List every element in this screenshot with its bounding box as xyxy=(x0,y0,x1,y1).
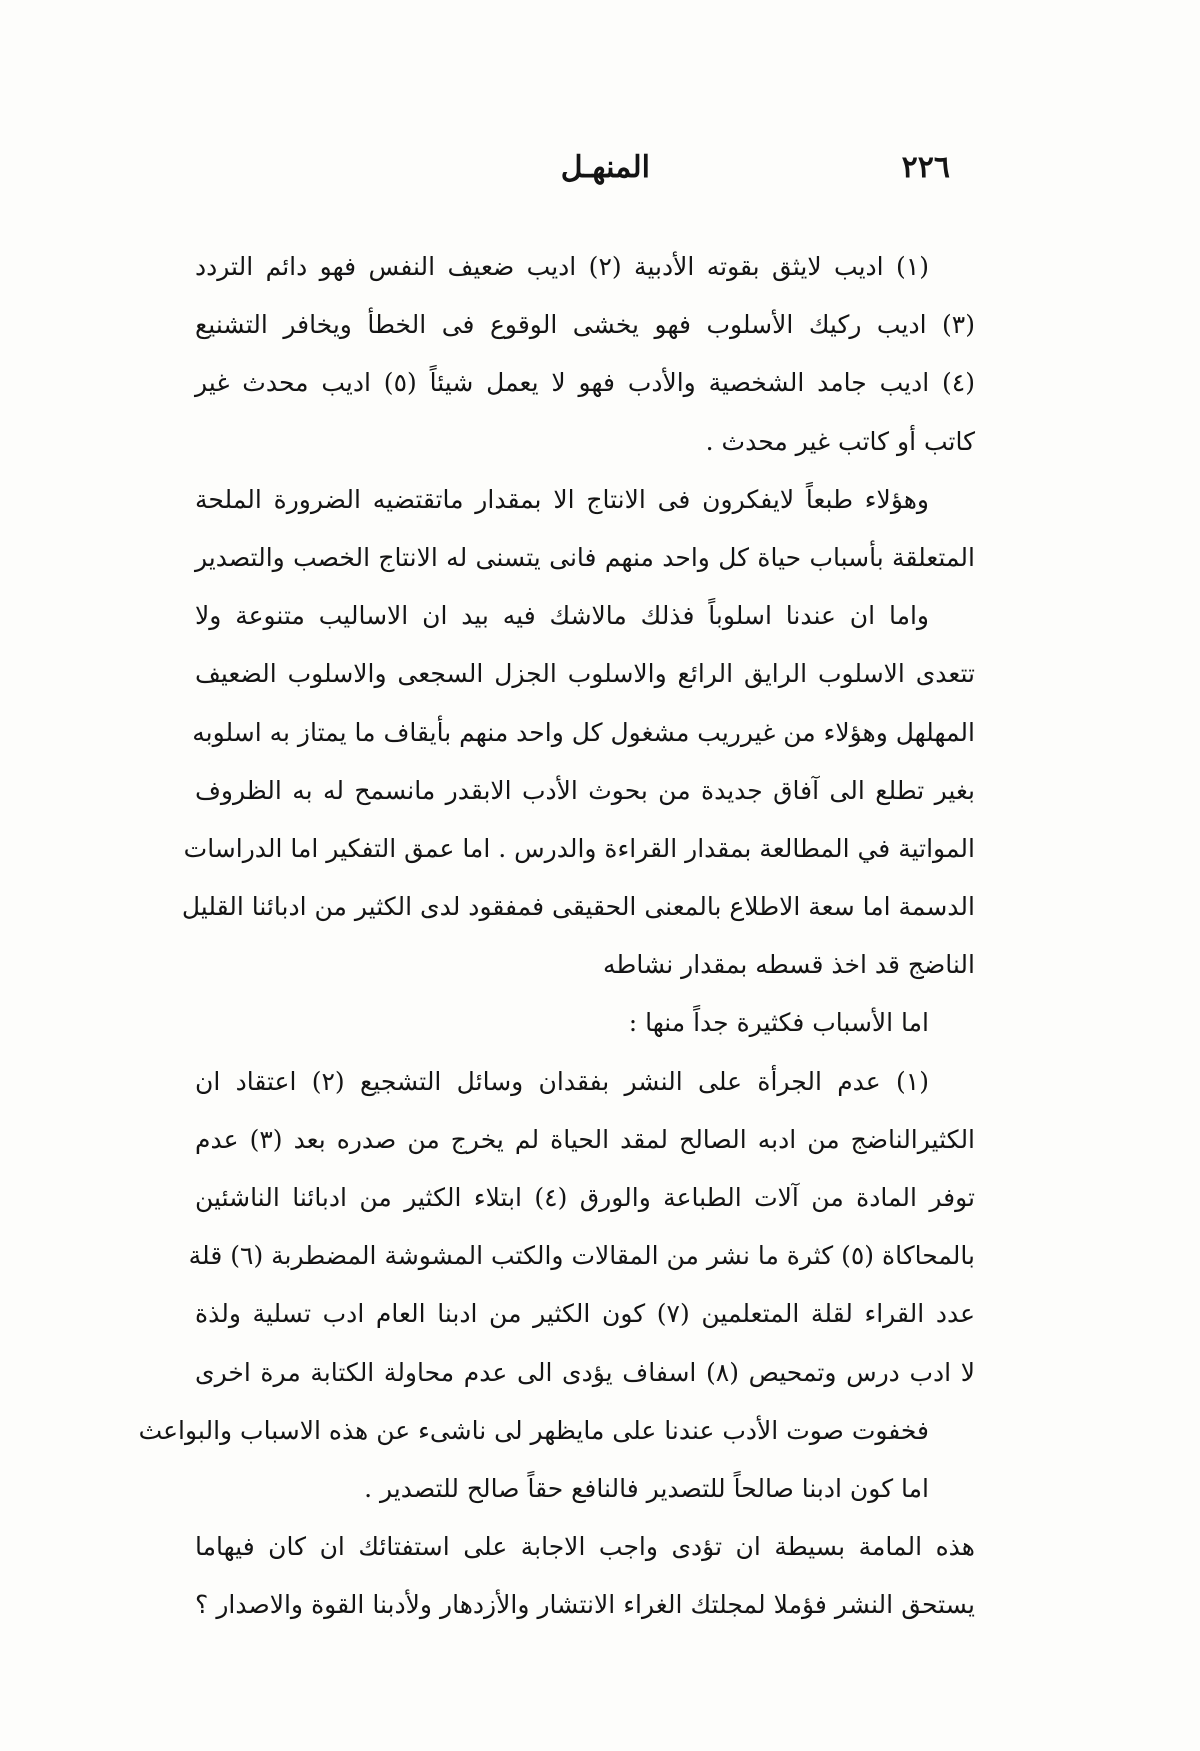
text-line: عدد القراء لقلة المتعلمين (٧) كون الكثير من ادبنا العام ادب تسلية ولذة xyxy=(195,1299,975,1329)
text-line: هذه المامة بسيطة ان تؤدى واجب الاجابة على استفتائك ان كان فيهاما xyxy=(195,1532,975,1562)
text-line: الكثيرالناضج من ادبه الصالح لمقد الحياة لم يخرج من صدره بعد (٣) عدم xyxy=(195,1124,976,1154)
text-line: لا ادب درس وتمحيص (٨) اسفاف يؤدى الى عدم محاولة الكتابة مرة اخرى xyxy=(195,1357,975,1387)
text-line: (٣) اديب ركيك الأسلوب فهو يخشى الوقوع فى الخطأ ويخافر التشنيع xyxy=(195,310,975,340)
text-line: الناضج قد اخذ قسطه بمقدار نشاطه xyxy=(603,950,975,980)
text-line: (١) اديب لايثق بقوته الأدبية (٢) اديب ضعيف النفس فهو دائم التردد xyxy=(195,252,930,281)
text-line: وهؤلاء طبعاً لايفكرون فى الانتاج الا بمقدار ماتقتضيه الضرورة الملحة xyxy=(195,484,929,514)
text-line: (١) عدم الجرأة على النشر بفقدان وسائل التشجيع (٢) اعتقاد ان xyxy=(195,1066,929,1096)
text-line: بغير تطلع الى آفاق جديدة من بحوث الأدب الابقدر مانسمح له به الظروف xyxy=(195,775,975,805)
text-line: اما الأسباب فكثيرة جداً منها : xyxy=(628,1008,929,1038)
page-number: ٢٢٦ xyxy=(901,150,950,185)
text-line: يستحق النشر فؤملا لمجلتك الغراء الانتشار والأزدهار ولأدبنا القوة والاصدار ؟ xyxy=(195,1590,975,1620)
body-text xyxy=(138,238,976,1635)
text-line: (٤) اديب جامد الشخصية والأدب فهو لا يعمل شيئاً (٥) اديب محدث غير xyxy=(195,368,975,398)
text-line: فخفوت صوت الأدب عندنا على مايظهر لى ناشىء عن هذه الاسباب والبواعث xyxy=(138,1415,929,1445)
text-line: بالمحاكاة (٥) كثرة ما نشر من المقالات والكتب المشوشة المضطربة (٦) قلة xyxy=(188,1241,975,1271)
text-line: كاتب أو كاتب غير محدث . xyxy=(705,426,975,456)
text-line: المواتية في المطالعة بمقدار القراءة والدرس . اما عمق التفكير اما الدراسات xyxy=(183,833,975,863)
text-line: الدسمة اما سعة الاطلاع بالمعنى الحقيقى فمفقود لدى الكثير من ادبائنا القليل xyxy=(181,892,975,922)
text-line: تتعدى الاسلوب الرايق الرائع والاسلوب الجزل السجعى والاسلوب الضعيف xyxy=(195,659,975,689)
text-line: المتعلقة بأسباب حياة كل واحد منهم فانى يتسنى له الانتاج الخصب والتصدير xyxy=(195,542,975,572)
text-line: المهلهل وهؤلاء من غيرريب مشغول كل واحد منهم بأيقاف ما يمتاز به اسلوبه xyxy=(192,717,975,747)
page-header xyxy=(200,150,970,200)
text-line: توفر المادة من آلات الطباعة والورق (٤) ابتلاء الكثير من ادبائنا الناشئين xyxy=(195,1183,976,1212)
running-title: المنهـل xyxy=(560,150,650,185)
text-line: اما كون ادبنا صالحاً للتصدير فالنافع حقاً صالح للتصدير . xyxy=(364,1473,929,1503)
text-line: واما ان عندنا اسلوباً فذلك مالاشك فيه بيد ان الاساليب متنوعة ولا xyxy=(195,601,929,631)
